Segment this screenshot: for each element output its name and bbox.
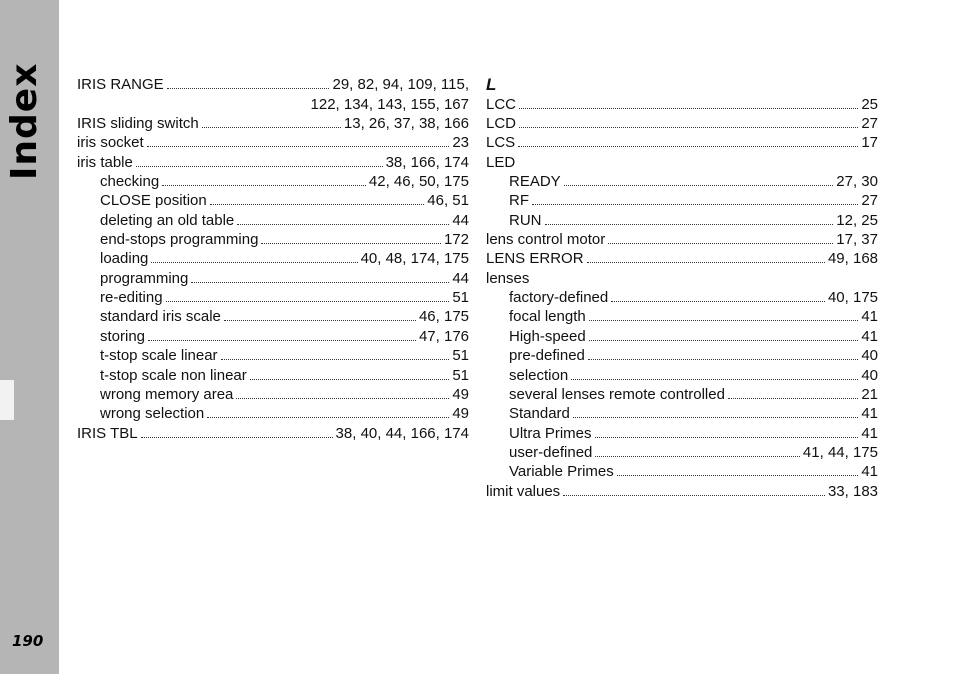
- dot-leader: [587, 262, 825, 263]
- dot-leader: [261, 243, 441, 244]
- index-subentry: [77, 230, 469, 249]
- index-entry-pages: 41: [861, 327, 878, 345]
- index-entry-term: RF: [509, 192, 529, 210]
- index-entry-term: RUN: [509, 211, 542, 229]
- dot-leader: [564, 185, 834, 186]
- index-subentry: [486, 385, 878, 404]
- dot-leader: [167, 88, 330, 89]
- index-entry-term: wrong selection: [100, 405, 205, 423]
- index-letter-heading: [486, 75, 878, 94]
- index-entry: [486, 230, 878, 249]
- index-entry: [486, 152, 878, 171]
- index-entry-pages: 25: [861, 95, 878, 113]
- index-entry-term: deleting an old table: [100, 211, 235, 229]
- dot-leader: [250, 379, 450, 380]
- index-column-left: [77, 75, 469, 443]
- index-subentry: [77, 404, 469, 423]
- dot-leader: [236, 398, 449, 399]
- index-entry: [77, 133, 469, 152]
- index-entry-term: IRIS sliding switch: [77, 115, 199, 133]
- index-entry-pages: 51: [452, 366, 469, 384]
- index-entry-term: pre-defined: [509, 347, 585, 365]
- index-entry: [486, 114, 878, 133]
- index-entry-term: LENS ERROR: [486, 250, 584, 268]
- dot-leader: [148, 340, 416, 341]
- index-subentry: [77, 191, 469, 210]
- index-entry-pages: 51: [452, 289, 469, 307]
- dot-leader: [162, 185, 366, 186]
- dot-leader: [728, 398, 858, 399]
- index-entry-term: CLOSE position: [100, 192, 207, 210]
- index-entry-pages: 41: [861, 463, 878, 481]
- dot-leader: [588, 359, 858, 360]
- index-entry-term: LCS: [486, 134, 516, 152]
- index-subentry: [77, 385, 469, 404]
- index-entry-term: Variable Primes: [509, 463, 614, 481]
- index-subentry: [486, 307, 878, 326]
- index-subentry: [77, 268, 469, 287]
- dot-leader: [563, 495, 825, 496]
- dot-leader: [589, 320, 859, 321]
- index-entry-pages: 44: [452, 211, 469, 229]
- letter-heading-text: L: [486, 75, 497, 95]
- dot-leader: [166, 301, 450, 302]
- index-entry-term: focal length: [509, 308, 586, 326]
- index-entry-term: Standard: [509, 405, 570, 423]
- index-entry-term: limit values: [486, 482, 561, 500]
- dot-leader: [595, 456, 800, 457]
- index-entry: [486, 481, 878, 500]
- index-entry-pages: 49: [452, 405, 469, 423]
- index-entry-pages: 21: [861, 385, 878, 403]
- index-entry-term: LED: [486, 153, 516, 171]
- index-entry-pages: 13, 26, 37, 38, 166: [343, 115, 469, 133]
- dot-leader: [519, 108, 858, 109]
- index-subentry: [77, 346, 469, 365]
- dot-leader: [202, 127, 341, 128]
- dot-leader: [141, 437, 333, 438]
- index-entry: [486, 133, 878, 152]
- dot-leader: [151, 262, 357, 263]
- index-entry-pages: 29, 82, 94, 109, 115,: [332, 76, 469, 94]
- index-entry-term: loading: [100, 250, 149, 268]
- index-entry: [486, 249, 878, 268]
- index-entry-term: storing: [100, 327, 146, 345]
- index-entry-pages: 46, 51: [427, 192, 469, 210]
- index-sidebar: [0, 0, 59, 674]
- index-entry-pages: 44: [452, 269, 469, 287]
- index-entry-term: factory-defined: [509, 289, 609, 307]
- index-entry-pages: 27: [861, 192, 878, 210]
- index-entry-pages: 41: [861, 424, 878, 442]
- sidebar-tab-marker: [0, 380, 14, 420]
- dot-leader: [237, 224, 449, 225]
- index-entry-pages: 38, 40, 44, 166, 174: [335, 424, 469, 442]
- dot-leader: [221, 359, 450, 360]
- index-entry-pages: 172: [443, 231, 469, 249]
- dot-leader: [608, 243, 833, 244]
- index-entry-term: High-speed: [509, 327, 586, 345]
- index-entry-term: wrong memory area: [100, 385, 234, 403]
- index-entry: [77, 75, 469, 94]
- index-entry-term: iris table: [77, 153, 133, 171]
- index-subentry: [486, 423, 878, 442]
- index-entry-term: re-editing: [100, 289, 163, 307]
- index-subentry: [77, 326, 469, 345]
- index-entry-pages: 27, 30: [836, 173, 878, 191]
- index-entry-term: user-defined: [509, 443, 593, 461]
- index-entry-term: lenses: [486, 269, 530, 287]
- index-subentry: [77, 172, 469, 191]
- index-entry-term: checking: [100, 173, 160, 191]
- dot-leader: [136, 166, 383, 167]
- index-entry-pages: 49, 168: [827, 250, 878, 268]
- index-entry-pages: 122, 134, 143, 155, 167: [310, 95, 469, 113]
- index-subentry: [486, 462, 878, 481]
- index-subentry: [486, 288, 878, 307]
- dot-leader: [210, 204, 425, 205]
- index-entry-pages: 41, 44, 175: [802, 443, 878, 461]
- index-subentry: [486, 210, 878, 229]
- index-entry-pages: 41: [861, 405, 878, 423]
- index-entry-term: several lenses remote controlled: [509, 385, 725, 403]
- index-entry: [77, 114, 469, 133]
- index-entry-term: IRIS RANGE: [77, 76, 164, 94]
- index-entry-pages: 46, 175: [418, 308, 469, 326]
- index-entry-pages: 47, 176: [418, 327, 469, 345]
- index-entry-term: READY: [509, 173, 561, 191]
- index-entry-term: standard iris scale: [100, 308, 221, 326]
- index-entry-term: selection: [509, 366, 569, 384]
- index-subentry: [486, 326, 878, 345]
- dot-leader: [191, 282, 449, 283]
- index-entry-term: iris socket: [77, 134, 144, 152]
- index-entry: [486, 268, 878, 287]
- index-entry-term: LCD: [486, 115, 517, 133]
- index-entry-term: IRIS TBL: [77, 424, 138, 442]
- dot-leader: [207, 417, 449, 418]
- index-entry-pages: 42, 46, 50, 175: [368, 173, 469, 191]
- index-entry-pages: 40: [861, 366, 878, 384]
- index-entry-term: LCC: [486, 95, 517, 113]
- index-subentry: [486, 172, 878, 191]
- section-title: Index: [4, 62, 45, 180]
- index-entry-pages: 17, 37: [836, 231, 878, 249]
- index-column-right: [486, 75, 878, 501]
- index-subentry: [77, 307, 469, 326]
- index-subentry: [486, 404, 878, 423]
- index-entry-pages: 17: [861, 134, 878, 152]
- index-entry: [77, 423, 469, 442]
- index-subentry: [77, 365, 469, 384]
- index-entry-continuation: [77, 94, 469, 113]
- index-entry: [486, 94, 878, 113]
- dot-leader: [573, 417, 858, 418]
- index-entry-term: Ultra Primes: [509, 424, 592, 442]
- index-subentry: [486, 443, 878, 462]
- index-entry-pages: 40: [861, 347, 878, 365]
- dot-leader: [545, 224, 834, 225]
- dot-leader: [595, 437, 859, 438]
- index-entry-pages: 12, 25: [836, 211, 878, 229]
- index-subentry: [77, 210, 469, 229]
- index-entry-pages: 23: [452, 134, 469, 152]
- dot-leader: [589, 340, 859, 341]
- index-entry-term: t-stop scale linear: [100, 347, 218, 365]
- dot-leader: [571, 379, 858, 380]
- index-entry-pages: 33, 183: [827, 482, 878, 500]
- page-number: 190: [12, 632, 44, 650]
- index-entry-term: lens control motor: [486, 231, 606, 249]
- index-entry-pages: 38, 166, 174: [385, 153, 469, 171]
- dot-leader: [518, 146, 858, 147]
- index-entry: [77, 152, 469, 171]
- index-subentry: [77, 249, 469, 268]
- index-entry-pages: 40, 48, 174, 175: [360, 250, 469, 268]
- dot-leader: [611, 301, 825, 302]
- dot-leader: [147, 146, 450, 147]
- index-entry-term: end-stops programming: [100, 231, 259, 249]
- index-subentry: [486, 365, 878, 384]
- dot-leader: [519, 127, 858, 128]
- index-entry-pages: 41: [861, 308, 878, 326]
- index-entry-pages: 49: [452, 385, 469, 403]
- index-entry-pages: 40, 175: [827, 289, 878, 307]
- dot-leader: [224, 320, 416, 321]
- index-entry-pages: 27: [861, 115, 878, 133]
- index-entry-term: t-stop scale non linear: [100, 366, 247, 384]
- index-entry-pages: 51: [452, 347, 469, 365]
- dot-leader: [532, 204, 858, 205]
- index-subentry: [77, 288, 469, 307]
- dot-leader: [617, 475, 859, 476]
- index-subentry: [486, 346, 878, 365]
- index-entry-term: programming: [100, 269, 189, 287]
- index-subentry: [486, 191, 878, 210]
